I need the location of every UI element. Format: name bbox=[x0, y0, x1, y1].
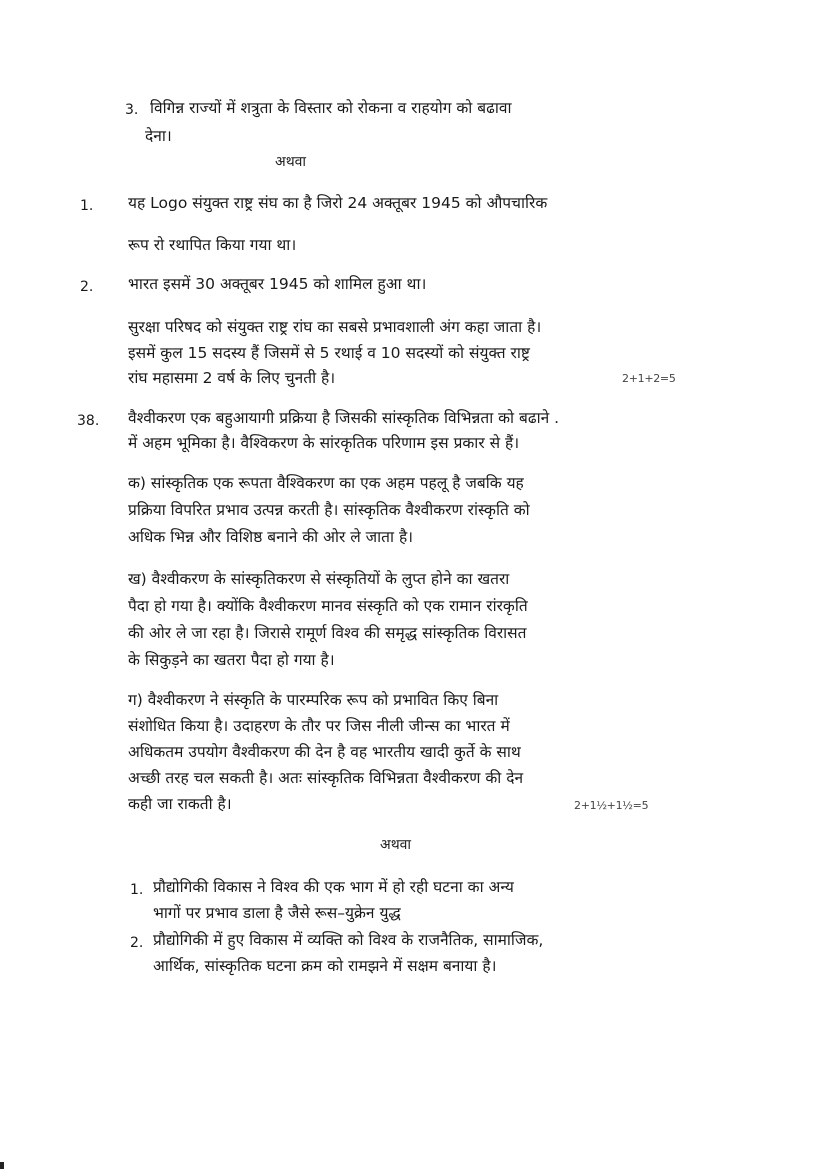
alt-2-line-1: प्रौद्योगिकी में हुए विकास में व्यक्ति को विश्व के राजनैतिक, सामाजिक, bbox=[153, 931, 544, 949]
ga-line-1: ग) वैश्वीकरण ने संस्कृति के पारम्परिक रूप को प्रभावित किए बिना bbox=[128, 691, 499, 709]
marks-2: 2+1½+1½=5 bbox=[574, 799, 649, 812]
q38-intro-line-1: वैश्वीकरण एक बहुआयागी प्रक्रिया है जिसकी सांस्कृतिक विभिन्नता को बढाने . bbox=[128, 409, 560, 427]
scan-mark bbox=[0, 1162, 4, 1169]
q2-line-1: भारत इसमें 30 अक्तूबर 1945 को शामिल हुआ था। bbox=[128, 275, 427, 293]
kha-line-3: की ओर ले जा रहा है। जिरासे रामूर्ण विश्व की समृद्ध सांस्कृतिक विरासत bbox=[128, 624, 527, 642]
q1-number: 1. bbox=[80, 198, 94, 214]
sc-para-line-3: रांघ महासमा 2 वर्ष के लिए चुनती है। bbox=[128, 369, 336, 387]
alt-1-line-1: प्रौद्योगिकी विकास ने विश्व की एक भाग में हो रही घटना का अन्य bbox=[153, 878, 514, 896]
ka-line-3: अधिक भिन्न और विशिष्ठ बनाने की ओर ले जाता है। bbox=[128, 528, 414, 546]
alt-1-line-2: भागों पर प्रभाव डाला है जैसे रूस–युक्रेन युद्ध bbox=[153, 904, 401, 922]
sc-para-line-1: सुरक्षा परिषद को संयुक्त राष्ट्र रांघ का सबसे प्रभावशाली अंग कहा जाता है। bbox=[128, 318, 542, 336]
kha-line-4: के सिकुड़ने का खतरा पैदा हो गया है। bbox=[128, 651, 335, 669]
item-3-line-1: विगिन्न राज्यों में शत्रुता के विस्तार को रोकना व राहयोग को बढावा bbox=[150, 99, 512, 117]
ka-line-2: प्रक्रिया विपरित प्रभाव उत्पन्न करती है। सांस्कृतिक वैश्वीकरण रांस्कृति को bbox=[128, 501, 530, 519]
kha-line-1: ख) वैश्वीकरण के सांस्कृतिकरण से संस्कृतियों के लुप्त होने का खतरा bbox=[128, 570, 510, 588]
item-3-label: 3. bbox=[125, 102, 139, 118]
athva-heading-2: अथवा bbox=[380, 837, 412, 853]
ga-line-2: संशोधित किया है। उदाहरण के तौर पर जिस नीली जीन्स का भारत में bbox=[128, 717, 510, 735]
q38-number: 38. bbox=[77, 413, 100, 429]
q1-line-1: यह Logo संयुक्त राष्ट्र संघ का है जिरो 24 अक्तूबर 1945 को औपचारिक bbox=[128, 194, 548, 212]
ga-line-4: अच्छी तरह चल सकती है। अतः सांस्कृतिक विभिन्नता वैश्वीकरण की देन bbox=[128, 769, 524, 787]
kha-line-2: पैदा हो गया है। क्योंकि वैश्वीकरण मानव संस्कृति को एक रामान रांरकृति bbox=[128, 597, 528, 615]
q38-intro-line-2: में अहम भूमिका है। वैश्विकरण के सांरकृतिक परिणाम इस प्रकार से हैं। bbox=[128, 434, 520, 452]
item-3-line-2: देना। bbox=[145, 127, 172, 145]
alt-2-line-2: आर्थिक, सांस्कृतिक घटना क्रम को रामझने में सक्षम बनाया है। bbox=[153, 957, 497, 975]
ga-line-5: कही जा राकती है। bbox=[128, 795, 232, 813]
ka-line-1: क) सांस्कृतिक एक रूपता वैश्विकरण का एक अहम पहलू है जबकि यह bbox=[128, 474, 524, 492]
q2-number: 2. bbox=[80, 279, 94, 295]
alt-2-label: 2. bbox=[130, 935, 144, 951]
q1-line-2: रूप रो रथापित किया गया था। bbox=[128, 236, 297, 254]
sc-para-line-2: इसमें कुल 15 सदस्य हैं जिसमें से 5 रथाई व 10 सदस्यों को संयुक्त राष्ट्र bbox=[128, 344, 530, 362]
athva-heading-1: अथवा bbox=[275, 154, 307, 170]
ga-line-3: अधिकतम उपयोग वैश्वीकरण की देन है वह भारतीय खादी कुर्ते के साथ bbox=[128, 743, 521, 761]
alt-1-label: 1. bbox=[130, 882, 144, 898]
marks-1: 2+1+2=5 bbox=[622, 372, 676, 385]
